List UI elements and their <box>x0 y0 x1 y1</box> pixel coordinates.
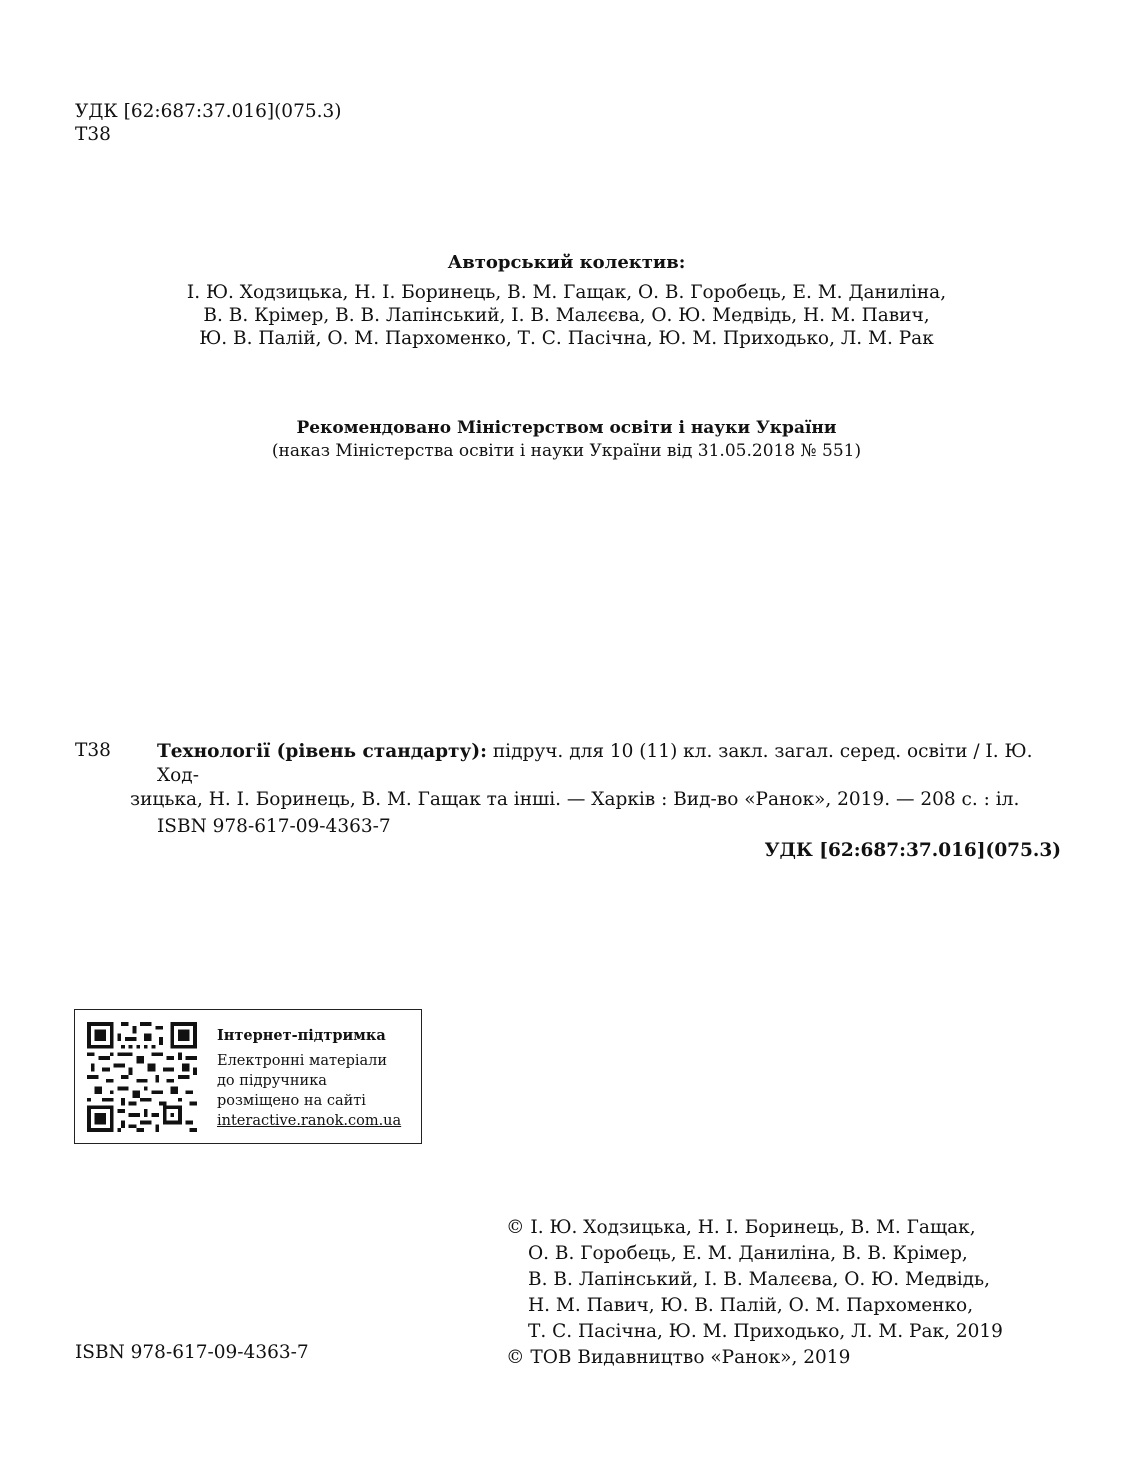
support-url-link[interactable]: interactive.ranok.com.ua <box>217 1113 402 1129</box>
catalog-title: Технології (рівень стандарту): <box>157 741 487 762</box>
authors-line: Ю. В. Палій, О. М. Пархоменко, Т. С. Пасічна, Ю. М. Приходько, Л. М. Рак <box>199 328 934 349</box>
support-texts <box>217 1026 401 1131</box>
copyright-line: Н. М. Павич, Ю. В. Палій, О. М. Пархоменко, <box>528 1295 974 1316</box>
copyright-line: Т. С. Пасічна, Ю. М. Приходько, Л. М. Рак, 2019 <box>528 1321 1003 1342</box>
support-title: Інтернет-підтримка <box>217 1027 386 1044</box>
qr-code-icon[interactable] <box>87 1022 197 1132</box>
copyright-block <box>506 1215 1003 1371</box>
support-line: Електронні матеріали <box>217 1053 388 1069</box>
footer-isbn: ISBN 978-617-09-4363-7 <box>75 1342 309 1363</box>
copyright-line: О. В. Горобець, Е. М. Даниліна, В. В. Крімер, <box>528 1243 968 1264</box>
header-code: Т38 <box>75 124 111 145</box>
copyright-publisher: © ТОВ Видавництво «Ранок», 2019 <box>506 1347 851 1368</box>
catalog-code: Т38 <box>75 740 111 761</box>
header-udk: УДК [62:687:37.016](075.3) <box>75 101 342 122</box>
authors-heading: Авторський колектив: <box>447 252 686 273</box>
recommendation-block <box>0 417 1133 463</box>
internet-support-box <box>74 1009 422 1144</box>
authors-line: І. Ю. Ходзицька, Н. І. Боринець, В. М. Гащак, О. В. Горобець, Е. М. Даниліна, <box>186 282 947 303</box>
catalog-line1: підруч. для 10 (11) кл. закл. загал. серед. освіти / І. Ю. Ход- <box>157 741 1033 786</box>
catalog-isbn: ISBN 978-617-09-4363-7 <box>157 816 391 837</box>
copyright-line: © І. Ю. Ходзицька, Н. І. Боринець, В. М. Гащак, <box>506 1217 976 1238</box>
authors-line: В. В. Крімер, В. В. Лапінський, І. В. Малєєва, О. Ю. Медвідь, Н. М. Павич, <box>203 305 930 326</box>
catalog-udk: УДК [62:687:37.016](075.3) <box>764 840 1061 861</box>
recommendation-order: (наказ Міністерства освіти і науки України від 31.05.2018 № 551) <box>271 441 862 461</box>
recommendation-title: Рекомендовано Міністерством освіти і науки України <box>296 418 837 438</box>
catalog-entry <box>130 740 1062 812</box>
support-line: розміщено на сайті <box>217 1093 366 1109</box>
authors-list <box>0 281 1133 350</box>
copyright-line: В. В. Лапінський, І. В. Малєєва, О. Ю. Медвідь, <box>528 1269 990 1290</box>
header-udk-block <box>75 100 342 146</box>
support-line: до підручника <box>217 1073 327 1089</box>
catalog-line2: зицька, Н. І. Боринець, В. М. Гащак та інші. — Харків : Вид-во «Ранок», 2019. — 208 с. : іл. <box>130 789 1020 810</box>
